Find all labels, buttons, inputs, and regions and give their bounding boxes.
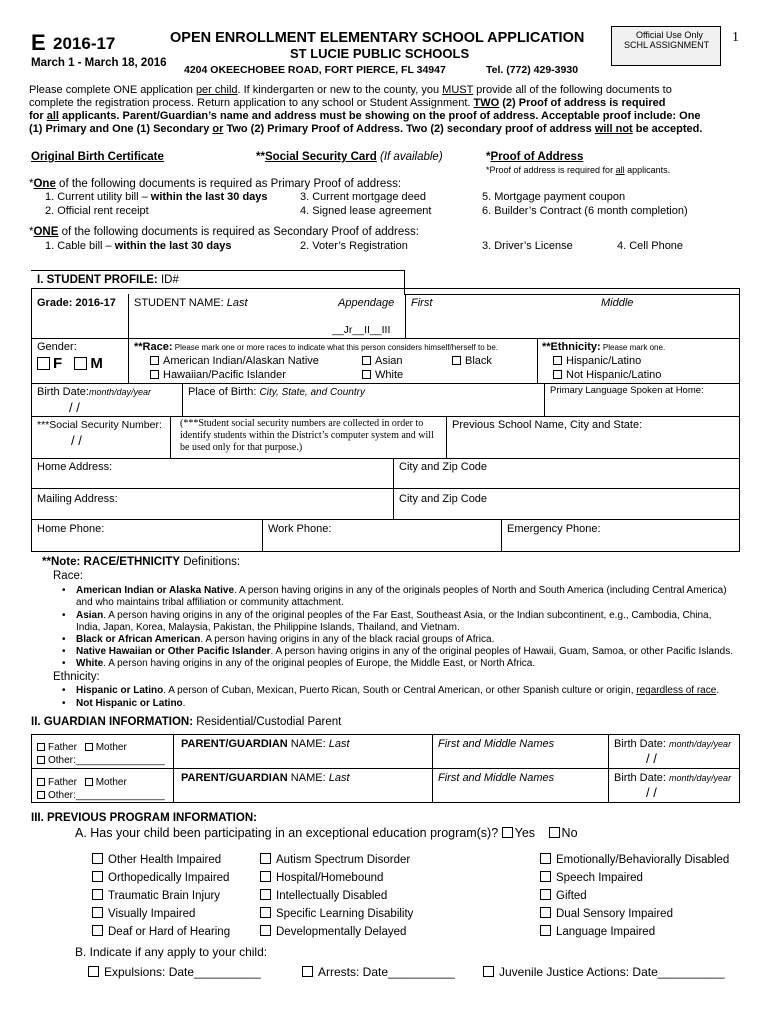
- checkbox[interactable]: [37, 743, 45, 751]
- race-heading: **Race: Please mark one or more races to indicate what this person considers himself/herself to be.: [134, 341, 499, 353]
- guardian2-father-option[interactable]: Father: [37, 777, 77, 788]
- race-ethnicity-definitions-heading: **Note: RACE/ETHNICITY Definitions:: [42, 556, 241, 568]
- exceptional-education-question: A. Has your child been participating in an exceptional education program(s)? Yes No: [75, 826, 578, 840]
- race-option-white[interactable]: White: [362, 369, 403, 381]
- home-phone-label: Home Phone:: [37, 523, 105, 535]
- ssn-collection-note: (***Student social security numbers are collected in order to identify students within the District’s computer system and will be used only for that purpose.): [180, 418, 434, 453]
- race-definition-black: • Black or African American. A person having origins in any of the black racial groups of Africa.: [62, 634, 495, 645]
- guardian2-relationship: [37, 777, 127, 788]
- guardian2-first-middle-label: First and Middle Names: [438, 772, 555, 784]
- race-definition-asian-cont: India, Japan, Korea, Malaysia, Pakistan, the Philippine Islands, Thailand, and Vietnam.: [76, 622, 460, 633]
- program-section-heading: III. PREVIOUS PROGRAM INFORMATION:: [31, 812, 257, 824]
- checkbox[interactable]: [85, 778, 93, 786]
- race-label: Race:: [53, 570, 84, 582]
- district-phone: Tel. (772) 429-3930: [486, 64, 579, 76]
- intro-line-1: Please complete ONE application per child. If kindergarten or new to the county, you MUST provide all of the following documents to: [29, 84, 672, 96]
- home-city-zip-label: City and Zip Code: [399, 461, 488, 473]
- official-use-label: Official Use Only: [636, 30, 703, 40]
- first-name-label: First: [411, 297, 433, 309]
- checkbox[interactable]: [92, 925, 103, 936]
- emergency-phone-label: Emergency Phone:: [507, 523, 601, 535]
- race-option-asian[interactable]: Asian: [362, 355, 403, 367]
- primary-doc-6: 6. Builder’s Contract (6 month completion): [482, 205, 688, 217]
- guardian1-name-label: PARENT/GUARDIAN NAME: Last: [181, 738, 350, 750]
- ethnicity-definition-hispanic: • Hispanic or Latino. A person of Cuban, Mexican, Puerto Rican, South or Central American, or other Spanish culture or origin, regardless of race.: [62, 685, 720, 696]
- race-definition-white: • White. A person having origins in any of the original peoples of Europe, the Middle East, or North Africa.: [62, 658, 536, 669]
- checkbox[interactable]: [260, 889, 271, 900]
- checkbox[interactable]: [540, 907, 551, 918]
- primary-doc-2: 2. Official rent receipt: [45, 205, 149, 217]
- home-address-label: Home Address:: [37, 461, 113, 473]
- checkbox[interactable]: [362, 370, 371, 379]
- checkbox[interactable]: [553, 370, 562, 379]
- checkbox[interactable]: [85, 743, 93, 751]
- program-hospital-homebound[interactable]: Hospital/Homebound: [260, 871, 383, 884]
- exceptional-education-no[interactable]: No: [549, 826, 578, 840]
- program-dual-sensory-impaired[interactable]: Dual Sensory Impaired: [540, 907, 673, 920]
- ssn-field[interactable]: / /: [71, 433, 82, 448]
- program-specific-learning-disability[interactable]: Specific Learning Disability: [260, 907, 413, 920]
- indicate-question: B. Indicate if any apply to your child:: [75, 945, 268, 959]
- intro-line-2: complete the registration process. Return application to any school or Student Assignment. TWO (2) Proof of address is required: [29, 97, 666, 109]
- birth-certificate-heading: Original Birth Certificate: [31, 151, 164, 163]
- checkbox[interactable]: [260, 871, 271, 882]
- intro-line-3: for all applicants. Parent/Guardian’s name and address must be showing on the proof of address. Acceptable proof include: One: [29, 110, 701, 122]
- program-other-health-impaired[interactable]: Other Health Impaired: [92, 853, 221, 866]
- intro-line-4: (1) Primary and One (1) Secondary or Two (2) Primary Proof of Address. Two (2) secondary proof of address will not be accepted.: [29, 123, 703, 135]
- program-gifted[interactable]: Gifted: [540, 889, 587, 902]
- guardian1-relationship: [37, 742, 127, 753]
- secondary-doc-2: 2. Voter’s Registration: [300, 240, 408, 252]
- gender-female-option[interactable]: F: [37, 355, 62, 372]
- checkbox[interactable]: [540, 925, 551, 936]
- female-checkbox[interactable]: [37, 357, 50, 370]
- checkbox[interactable]: [540, 853, 551, 864]
- gender-label: Gender:: [37, 341, 77, 353]
- guardian1-first-middle-label: First and Middle Names: [438, 738, 555, 750]
- checkbox[interactable]: [540, 889, 551, 900]
- program-emotionally-behaviorally-disabled[interactable]: Emotionally/Behaviorally Disabled: [540, 853, 729, 866]
- checkbox[interactable]: [92, 907, 103, 918]
- race-definition-american-indian: • American Indian or Alaska Native. A person having origins in any of the originals peoples of North and South America (including Central America): [62, 585, 727, 596]
- primary-language-label: Primary Language Spoken at Home:: [550, 385, 704, 396]
- primary-doc-5: 5. Mortgage payment coupon: [482, 191, 626, 203]
- checkbox[interactable]: [37, 791, 45, 799]
- proof-of-address-note: *Proof of address is required for all applicants.: [486, 165, 671, 175]
- enrollment-dates: March 1 - March 18, 2016: [31, 57, 167, 69]
- checkbox[interactable]: [302, 966, 313, 977]
- guardian2-birth-date-label: Birth Date: month/day/year: [614, 772, 732, 784]
- ssn-label: ***Social Security Number:: [37, 419, 162, 431]
- grade-label: Grade: 2016-17: [37, 297, 116, 309]
- checkbox[interactable]: [483, 966, 494, 977]
- program-traumatic-brain-injury[interactable]: Traumatic Brain Injury: [92, 889, 220, 902]
- checkbox[interactable]: [37, 778, 45, 786]
- secondary-doc-4: 4. Cell Phone: [617, 240, 684, 252]
- form-year: 2016-17: [53, 34, 116, 53]
- form-code: E: [31, 30, 46, 55]
- checkbox[interactable]: [452, 356, 461, 365]
- ethnicity-label: Ethnicity:: [53, 671, 100, 683]
- arrests-field[interactable]: Arrests: Date__________: [302, 965, 455, 979]
- student-profile-heading: I. STUDENT PROFILE: ID#: [37, 274, 179, 286]
- checkbox[interactable]: [88, 966, 99, 977]
- checkbox[interactable]: [260, 853, 271, 864]
- district-name: ST LUCIE PUBLIC SCHOOLS: [290, 46, 470, 61]
- checkbox[interactable]: [260, 907, 271, 918]
- ethnicity-definition-not-hispanic: • Not Hispanic or Latino.: [62, 698, 186, 709]
- checkbox[interactable]: [150, 370, 159, 379]
- checkbox[interactable]: [549, 827, 560, 838]
- checkbox[interactable]: [260, 925, 271, 936]
- guardian-section-heading: II. GUARDIAN INFORMATION: Residential/Custodial Parent: [31, 716, 342, 728]
- student-name-label: STUDENT NAME: Last: [134, 297, 248, 309]
- proof-of-address-heading: *Proof of Address: [486, 151, 584, 163]
- male-checkbox[interactable]: [74, 357, 87, 370]
- guardian1-father-option[interactable]: Father: [37, 742, 77, 753]
- primary-doc-3: 3. Current mortgage deed: [300, 191, 426, 203]
- program-developmentally-delayed[interactable]: Developmentally Delayed: [260, 925, 406, 938]
- previous-school-label: Previous School Name, City and State:: [452, 419, 643, 431]
- race-option-black[interactable]: Black: [452, 355, 492, 367]
- race-option-american-indian[interactable]: American Indian/Alaskan Native: [150, 355, 319, 367]
- middle-name-label: Middle: [601, 297, 634, 309]
- program-autism-spectrum[interactable]: Autism Spectrum Disorder: [260, 853, 410, 866]
- birth-date-label: Birth Date:month/day/year: [37, 386, 152, 398]
- gender-male-option[interactable]: M: [74, 355, 103, 372]
- program-intellectually-disabled[interactable]: Intellectually Disabled: [260, 889, 387, 902]
- program-deaf-hard-of-hearing[interactable]: Deaf or Hard of Hearing: [92, 925, 230, 938]
- official-use-box: [611, 26, 721, 66]
- exceptional-education-yes[interactable]: Yes: [502, 826, 535, 840]
- checkbox[interactable]: [92, 889, 103, 900]
- secondary-doc-3: 3. Driver’s License: [482, 240, 573, 252]
- expulsions-field[interactable]: Expulsions: Date__________: [88, 965, 261, 979]
- race-definition-american-indian-cont: and who maintains tribal affiliation or community attachment.: [76, 597, 344, 608]
- name-suffix-options[interactable]: __Jr__II__III: [332, 324, 391, 336]
- birth-date-field[interactable]: / /: [69, 400, 80, 415]
- checkbox[interactable]: [502, 827, 513, 838]
- checkbox[interactable]: [553, 356, 562, 365]
- guardian2-other-option[interactable]: Other:________________: [37, 790, 165, 801]
- race-option-hawaiian[interactable]: Hawaiian/Pacific Islander: [150, 369, 286, 381]
- guardian2-mother-option[interactable]: Mother: [85, 777, 127, 788]
- checkbox[interactable]: [37, 756, 45, 764]
- guardian1-mother-option[interactable]: Mother: [85, 742, 127, 753]
- guardian2-name-label: PARENT/GUARDIAN NAME: Last: [181, 772, 350, 784]
- guardian1-birth-date-field[interactable]: / /: [646, 751, 657, 766]
- ethnicity-option-hispanic[interactable]: Hispanic/Latino: [553, 355, 641, 367]
- ethnicity-option-not-hispanic[interactable]: Not Hispanic/Latino: [553, 369, 661, 381]
- checkbox[interactable]: [92, 853, 103, 864]
- primary-doc-4: 4. Signed lease agreement: [300, 205, 432, 217]
- program-speech-impaired[interactable]: Speech Impaired: [540, 871, 643, 884]
- secondary-doc-1: 1. Cable bill – within the last 30 days: [45, 240, 232, 252]
- primary-proof-heading: *One of the following documents is required as Primary Proof of address:: [29, 178, 402, 190]
- primary-doc-1: 1. Current utility bill – within the last 30 days: [45, 191, 268, 203]
- race-definition-asian: • Asian. A person having origins in any of the original peoples of the Far East, Southeast Asia, or the Indian subcontinent, e.g., Cambodia, China,: [62, 610, 712, 621]
- schl-assignment-label: SCHL ASSIGNMENT: [624, 40, 710, 50]
- page-number: 1: [732, 30, 739, 45]
- program-language-impaired[interactable]: Language Impaired: [540, 925, 655, 938]
- ethnicity-heading: **Ethnicity: Please mark one.: [542, 341, 666, 353]
- checkbox[interactable]: [150, 356, 159, 365]
- secondary-proof-heading: *ONE of the following documents is required as Secondary Proof of address:: [29, 226, 419, 238]
- form-title: OPEN ENROLLMENT ELEMENTARY SCHOOL APPLICATION: [170, 30, 585, 46]
- appendage-label: Appendage: [338, 297, 395, 309]
- guardian2-birth-date-field[interactable]: / /: [646, 785, 657, 800]
- program-visually-impaired[interactable]: Visually Impaired: [92, 907, 195, 920]
- ssn-card-heading: **Social Security Card (If available): [256, 151, 443, 163]
- district-address: 4204 OKEECHOBEE ROAD, FORT PIERCE, FL 34947: [184, 64, 446, 76]
- juvenile-justice-field[interactable]: Juvenile Justice Actions: Date__________: [483, 965, 725, 979]
- program-orthopedically-impaired[interactable]: Orthopedically Impaired: [92, 871, 229, 884]
- checkbox[interactable]: [92, 871, 103, 882]
- gender-options: [37, 355, 103, 372]
- guardian1-birth-date-label: Birth Date: month/day/year: [614, 738, 732, 750]
- checkbox[interactable]: [362, 356, 371, 365]
- place-of-birth-label: Place of Birth: City, State, and Country: [188, 386, 365, 398]
- mailing-address-label: Mailing Address:: [37, 493, 118, 505]
- checkbox[interactable]: [540, 871, 551, 882]
- mailing-city-zip-label: City and Zip Code: [399, 493, 488, 505]
- race-definition-native-hawaiian: • Native Hawaiian or Other Pacific Islander. A person having origins in any of the original peoples of Hawaii, Guam, Samoa, or other Pacific Islands.: [62, 646, 734, 657]
- work-phone-label: Work Phone:: [268, 523, 332, 535]
- guardian1-other-option[interactable]: Other:________________: [37, 755, 165, 766]
